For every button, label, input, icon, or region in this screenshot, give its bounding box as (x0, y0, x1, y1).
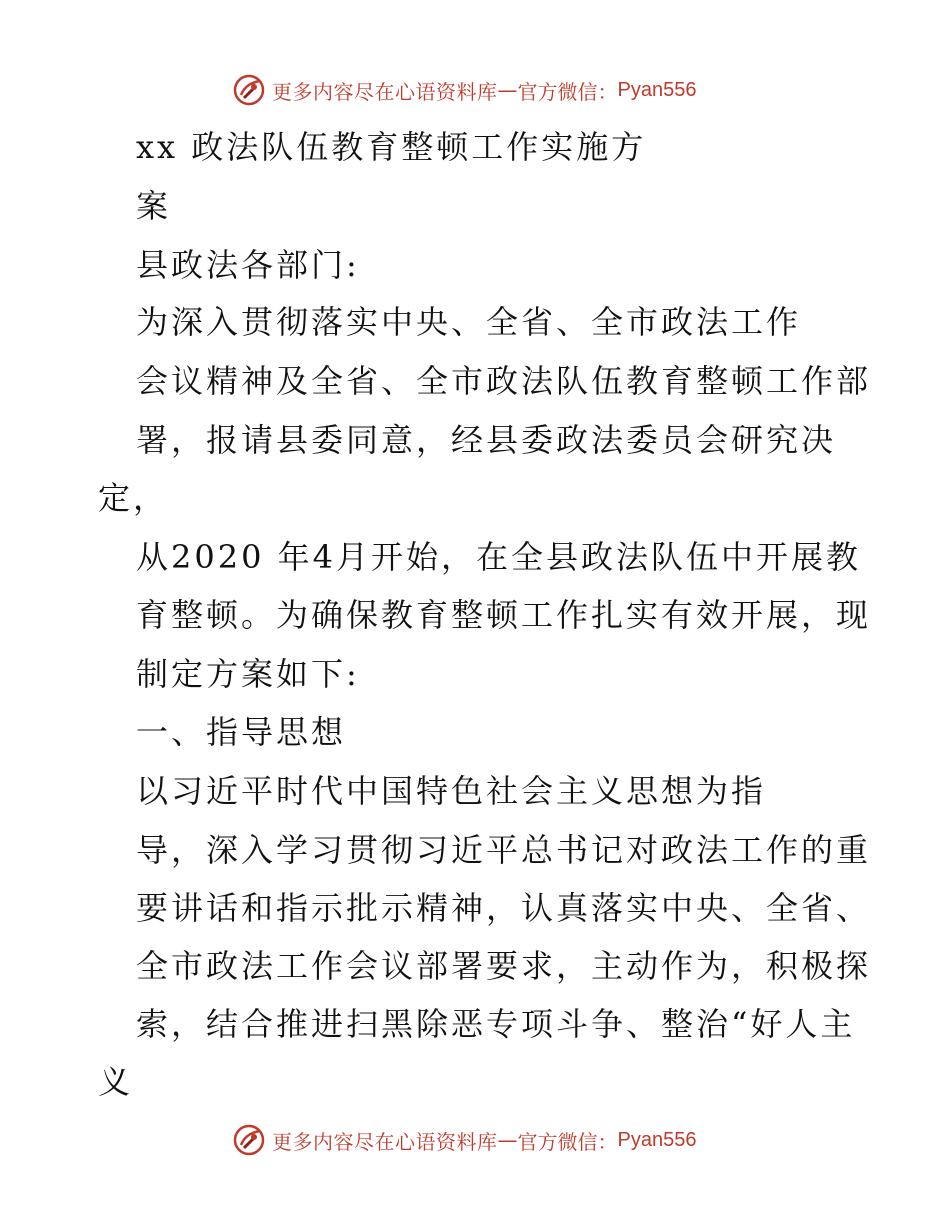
banner-separator: — (497, 78, 518, 102)
doc-title-line-2: 案 (136, 187, 172, 225)
doc-line: 定， (98, 479, 169, 517)
doc-line: 县政法各部门: (136, 246, 360, 284)
watermark-banner-bottom (232, 1122, 696, 1158)
banner-slogan: 更多内容尽在心语资料库 (272, 1129, 498, 1154)
doc-line: 会议精神及全省、全市政法队伍教育整顿工作部 (136, 362, 872, 400)
doc-line: 以习近平时代中国特色社会主义思想为指 (136, 772, 767, 810)
doc-line: 从2020 年4月开始，在全县政法队伍中开展教 (136, 538, 861, 576)
banner-wechat-id: Pyan556 (617, 78, 697, 101)
doc-line: 为深入贯彻落实中央、全省、全市政法工作 (136, 303, 802, 341)
doc-line: 制定方案如下: (136, 655, 360, 693)
section-heading: 一、指导思想 (136, 713, 347, 751)
doc-line: 全市政法工作会议部署要求，主动作为，积极探 (136, 947, 872, 985)
brand-logo-icon (232, 1123, 266, 1157)
banner-wechat-label: 官方微信： (517, 79, 618, 104)
watermark-banner-top (232, 72, 696, 108)
doc-title-line-1: xx 政法队伍教育整顿工作实施方 (136, 128, 647, 166)
brand-logo-icon (232, 73, 266, 107)
doc-line: 要讲话和指示批示精神，认真落实中央、全省、 (136, 889, 872, 927)
banner-separator: — (497, 1128, 518, 1152)
banner-slogan: 更多内容尽在心语资料库 (272, 79, 498, 104)
banner-wechat-label: 官方微信： (517, 1129, 618, 1154)
doc-line: 育整顿。为确保教育整顿工作扎实有效开展，现 (136, 596, 872, 634)
doc-line: 署，报请县委同意，经县委政法委员会研究决 (136, 421, 837, 459)
banner-wechat-id: Pyan556 (617, 1128, 697, 1151)
doc-line: 索，结合推进扫黑除恶专项斗争、整治“好人主 (136, 1005, 856, 1043)
doc-line: 义 (98, 1063, 134, 1101)
doc-line: 导，深入学习贯彻习近平总书记对政法工作的重 (136, 831, 872, 869)
